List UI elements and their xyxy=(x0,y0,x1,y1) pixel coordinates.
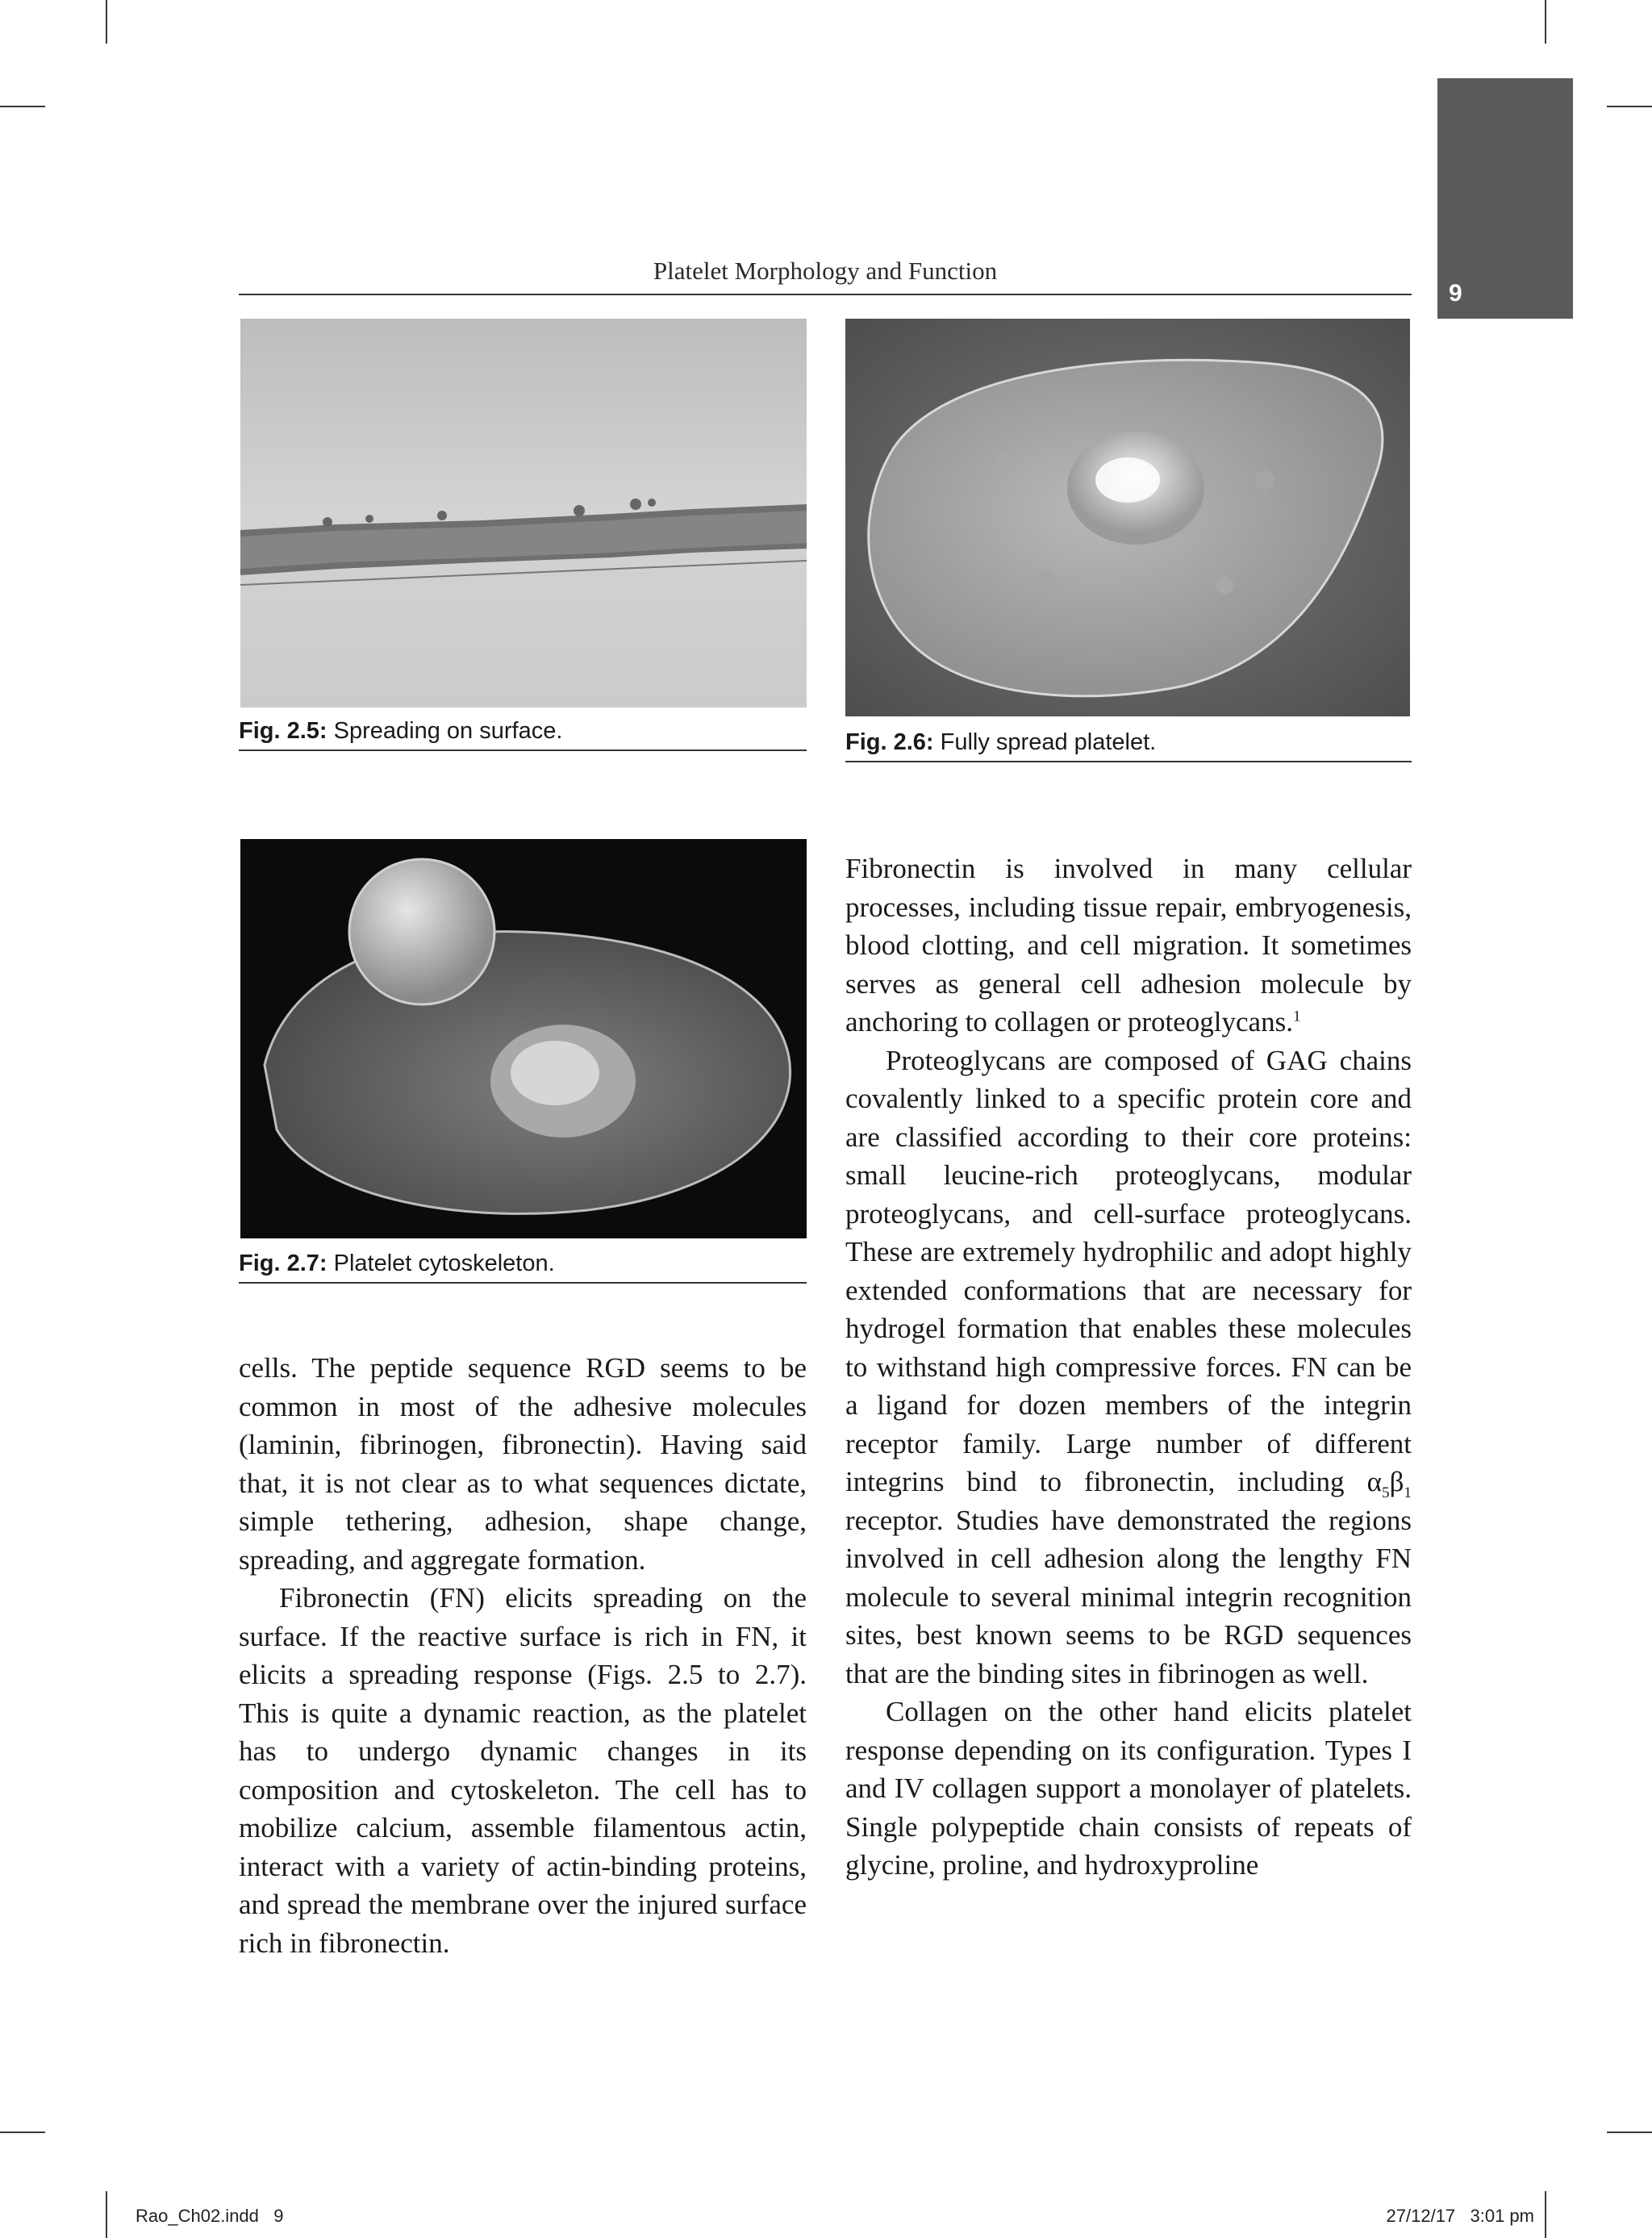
footer-file-slug: Rao_Ch02.indd 9 xyxy=(136,2206,284,2226)
figure-label: Fig. 2.6: xyxy=(845,729,934,755)
alpha-symbol: α xyxy=(1366,1466,1382,1497)
paragraph: cells. The peptide sequence RGD seems to be common in most of the adhesive molecules (laminin, fibrinogen, fibronectin). Having said that, it is not clear as to what sequences dictate, simple tethering, adhesion, shape change, spreading, and aggregate formation. xyxy=(239,1352,807,1576)
paragraph xyxy=(845,850,1412,1042)
paragraph: Collagen on the other hand elicits platelet response depending on its configuration. Types I and IV collagen support a monolayer of platelets. Single polypeptide chain consists of repeats of glycine, proline, and hydroxyproline xyxy=(845,1696,1412,1881)
crop-mark-right-upper xyxy=(1607,106,1652,107)
paragraph xyxy=(845,1042,1412,1693)
figure-2-5-image xyxy=(240,319,807,708)
figure-2-7-image xyxy=(240,839,807,1238)
right-text-column xyxy=(845,850,1412,1885)
left-text-column xyxy=(239,1349,807,1962)
crop-mark-top-left xyxy=(106,0,107,44)
figure-2-7-caption xyxy=(239,1251,807,1284)
running-head: Platelet Morphology and Function xyxy=(653,257,998,285)
paragraph: Fibronectin (FN) elicits spreading on the surface. If the reactive surface is rich in FN, it elicits a spreading response (Figs. 2.5 to 2.7). This is quite a dynamic reaction, as the platelet has to undergo dynamic changes in its composition and cytoskeleton. The cell has to mobilize calcium, assemble filamentous actin, interact with a variety of actin-binding proteins, and spread the membrane over the injured surface rich in fibronectin. xyxy=(239,1582,807,1959)
figure-caption-text: Platelet cytoskeleton. xyxy=(333,1251,555,1276)
figure-2-5-caption xyxy=(239,718,807,751)
figure-label: Fig. 2.7: xyxy=(239,1251,327,1276)
crop-mark-bottom-right xyxy=(1545,2191,1546,2238)
crop-mark-bottom-left xyxy=(106,2191,107,2238)
footer-timestamp: 27/12/17 3:01 pm xyxy=(1386,2206,1534,2226)
crop-mark-left-upper xyxy=(0,106,45,107)
figure-label: Fig. 2.5: xyxy=(239,718,327,744)
crop-mark-top-right xyxy=(1545,0,1546,44)
figure-2-6-caption xyxy=(845,729,1412,762)
paragraph-text: Proteoglycans are composed of GAG chains covalently linked to a specific protein core and are classified according to their core proteins: small leucine-rich proteoglycans, modular proteoglycans, and cell-surface proteoglycans. These are extremely hydrophilic and adopt highly extended conformations that are necessary for hydrogel formation that enables these molecules to withstand high compressive forces. FN can be a ligand for dozen members of the integrin receptor family. Large number of different integrins bind to fibronectin, including xyxy=(845,1044,1412,1497)
crop-mark-left-lower xyxy=(0,2132,45,2133)
beta-subscript: 1 xyxy=(1404,1484,1412,1501)
page-number: 9 xyxy=(1449,280,1462,307)
alpha-subscript: 5 xyxy=(1381,1484,1390,1501)
paragraph-text: receptor. Studies have demonstrated the regions involved in cell adhesion along the lengthy FN molecule to several minimal integrin recognition sites, best known seems to be RGD sequences that are the binding sites in fibrinogen as well. xyxy=(845,1504,1412,1689)
figure-caption-text: Spreading on surface. xyxy=(333,718,563,744)
beta-symbol: β xyxy=(1389,1466,1404,1497)
figure-2-6-image xyxy=(845,319,1410,716)
chapter-thumb-tab xyxy=(1437,78,1573,319)
reference-marker: 1 xyxy=(1292,1008,1301,1025)
paragraph-text: Fibronectin is involved in many cellular processes, including tissue repair, embryogenesis, blood clotting, and cell migration. It sometimes serves as general cell adhesion molecule by anchoring to collagen or proteoglycans. xyxy=(845,853,1412,1038)
header-rule xyxy=(239,294,1412,295)
crop-mark-right-lower xyxy=(1607,2132,1652,2133)
figure-caption-text: Fully spread platelet. xyxy=(940,729,1157,755)
